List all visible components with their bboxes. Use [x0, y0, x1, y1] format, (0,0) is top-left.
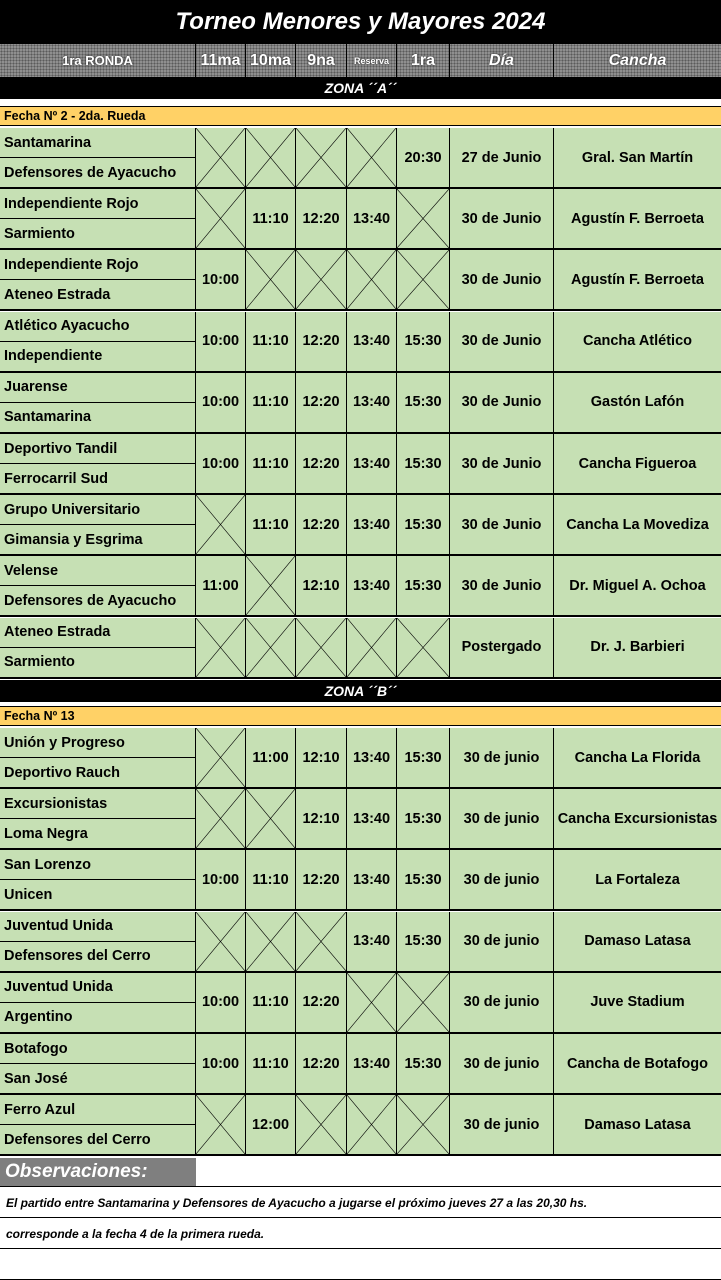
time-10ma: 11:10 [246, 495, 296, 554]
team-away: Ateneo Estrada [4, 286, 111, 303]
no-match-cross [246, 789, 296, 848]
team-home: Ateneo Estrada [0, 618, 195, 648]
match-cancha: Agustín F. Berroeta [571, 210, 704, 227]
time-1ra: 15:30 [397, 728, 450, 787]
time-10ma: 11:10 [246, 1034, 296, 1093]
time-11ma: 10:00 [196, 850, 246, 909]
time-9na: 12:20 [296, 373, 347, 432]
match-teams [0, 434, 196, 493]
match-teams [0, 912, 196, 971]
match-row [0, 373, 721, 434]
header-reserva: Reserva [347, 44, 397, 77]
match-cancha: Gastón Lafón [590, 394, 685, 411]
observaciones-line-3 [0, 1250, 721, 1280]
time-1ra: 15:30 [397, 434, 450, 493]
no-match-cross [296, 250, 347, 309]
no-match-cross [296, 618, 347, 677]
no-match-cross [196, 912, 246, 971]
time-reserva: 13:40 [347, 189, 397, 248]
team-home: Independiente Rojo [0, 250, 195, 280]
time-11ma: 10:00 [196, 434, 246, 493]
match-row [0, 850, 721, 911]
match-teams [0, 1095, 196, 1154]
team-away: Defensores del Cerro [4, 1131, 151, 1148]
header-10ma: 10ma [246, 44, 296, 77]
no-match-cross [397, 618, 450, 677]
team-home: Deportivo Tandil [0, 434, 195, 464]
time-reserva: 13:40 [347, 312, 397, 371]
no-match-cross [196, 189, 246, 248]
team-home: Ferro Azul [0, 1095, 195, 1125]
team-home: Juarense [0, 373, 195, 403]
team-away: Sarmiento [4, 654, 75, 671]
time-9na: 12:20 [296, 495, 347, 554]
match-cancha: Cancha Excursionistas [557, 810, 718, 827]
time-reserva: 13:40 [347, 912, 397, 971]
observaciones-line-1: El partido entre Santamarina y Defensores de Ayacucho a jugarse el próximo jueves 27 a las 20,30 hs. [0, 1188, 721, 1218]
match-teams [0, 495, 196, 554]
match-row [0, 434, 721, 495]
observaciones-line-2: corresponde a la fecha 4 de la primera rueda. [0, 1219, 721, 1249]
match-teams [0, 850, 196, 909]
match-dia: 30 de junio [450, 912, 554, 971]
no-match-cross [246, 250, 296, 309]
team-away: Argentino [4, 1009, 73, 1026]
match-cancha: Agustín F. Berroeta [571, 271, 704, 288]
zona-b-fecha: Fecha Nº 13 [0, 706, 721, 726]
no-match-cross [196, 495, 246, 554]
time-11ma: 11:00 [196, 556, 246, 615]
no-match-cross [397, 1095, 450, 1154]
no-match-cross [196, 728, 246, 787]
match-teams [0, 373, 196, 432]
time-9na: 12:20 [296, 850, 347, 909]
no-match-cross [246, 556, 296, 615]
match-teams [0, 728, 196, 787]
team-home: Excursionistas [0, 789, 195, 819]
time-10ma: 11:10 [246, 850, 296, 909]
zona-b-banner: ZONA ´´B´´ [0, 680, 721, 702]
team-away: Unicen [4, 886, 53, 903]
match-row [0, 912, 721, 973]
match-row [0, 728, 721, 789]
time-11ma: 10:00 [196, 373, 246, 432]
time-1ra: 15:30 [397, 789, 450, 848]
match-row [0, 1034, 721, 1095]
time-11ma: 10:00 [196, 973, 246, 1032]
time-reserva: 13:40 [347, 556, 397, 615]
match-row [0, 973, 721, 1034]
match-teams [0, 973, 196, 1032]
observaciones-header [0, 1158, 721, 1187]
match-row [0, 250, 721, 311]
match-dia: 30 de junio [450, 789, 554, 848]
match-dia: 30 de Junio [450, 373, 554, 432]
time-11ma: 10:00 [196, 1034, 246, 1093]
match-dia: 30 de Junio [450, 189, 554, 248]
time-10ma: 11:10 [246, 373, 296, 432]
no-match-cross [246, 912, 296, 971]
team-away: Sarmiento [4, 225, 75, 242]
no-match-cross [296, 1095, 347, 1154]
time-reserva: 13:40 [347, 1034, 397, 1093]
match-dia: 30 de Junio [450, 434, 554, 493]
no-match-cross [196, 618, 246, 677]
no-match-cross [347, 128, 397, 187]
page-title: Torneo Menores y Mayores 2024 [0, 0, 721, 44]
header-cancha: Cancha [608, 51, 667, 69]
match-cancha: Dr. Miguel A. Ochoa [569, 577, 706, 594]
team-away: Defensores de Ayacucho [4, 164, 177, 181]
match-row [0, 1095, 721, 1156]
time-10ma: 11:00 [246, 728, 296, 787]
header-1ra: 1ra [397, 44, 450, 77]
match-teams [0, 1034, 196, 1093]
match-cancha: Cancha La Movediza [566, 516, 709, 533]
time-10ma: 12:00 [246, 1095, 296, 1154]
time-9na: 12:20 [296, 312, 347, 371]
team-away: Ferrocarril Sud [4, 470, 108, 487]
zona-a-fecha: Fecha Nº 2 - 2da. Rueda [0, 106, 721, 126]
match-cancha: Damaso Latasa [584, 1116, 691, 1133]
match-teams [0, 128, 196, 187]
time-10ma: 11:10 [246, 189, 296, 248]
time-1ra: 15:30 [397, 912, 450, 971]
time-1ra: 15:30 [397, 1034, 450, 1093]
team-away: Defensores del Cerro [4, 948, 151, 965]
team-home: Grupo Universitario [0, 495, 195, 525]
time-9na: 12:20 [296, 189, 347, 248]
team-home: San Lorenzo [0, 850, 195, 880]
match-row [0, 189, 721, 250]
no-match-cross [347, 1095, 397, 1154]
match-dia: 30 de Junio [450, 556, 554, 615]
match-dia: 30 de junio [450, 1095, 554, 1154]
match-dia: 30 de junio [450, 973, 554, 1032]
match-dia: 30 de junio [450, 850, 554, 909]
no-match-cross [196, 128, 246, 187]
team-away: San José [4, 1070, 68, 1087]
match-row [0, 789, 721, 850]
match-teams [0, 312, 196, 371]
team-away: Independiente [4, 348, 103, 365]
match-cancha: Cancha Figueroa [578, 455, 697, 472]
header-ronda: 1ra RONDA [0, 44, 196, 77]
no-match-cross [397, 250, 450, 309]
no-match-cross [196, 1095, 246, 1154]
time-reserva: 13:40 [347, 850, 397, 909]
match-teams [0, 556, 196, 615]
no-match-cross [296, 912, 347, 971]
no-match-cross [347, 618, 397, 677]
no-match-cross [246, 128, 296, 187]
match-teams [0, 250, 196, 309]
no-match-cross [246, 618, 296, 677]
time-10ma: 11:10 [246, 973, 296, 1032]
match-dia: 30 de junio [450, 728, 554, 787]
time-1ra: 15:30 [397, 373, 450, 432]
match-dia: 30 de Junio [450, 312, 554, 371]
team-home: Unión y Progreso [0, 728, 195, 758]
team-home: Atlético Ayacucho [0, 312, 195, 342]
match-cancha: Damaso Latasa [584, 933, 691, 950]
no-match-cross [347, 973, 397, 1032]
match-row [0, 312, 721, 373]
time-1ra: 15:30 [397, 312, 450, 371]
match-row [0, 556, 721, 617]
match-cancha: Cancha Atlético [582, 333, 693, 350]
team-away: Deportivo Rauch [4, 764, 121, 781]
match-teams [0, 789, 196, 848]
column-header-row [0, 44, 721, 77]
time-9na: 12:20 [296, 973, 347, 1032]
header-11ma: 11ma [196, 44, 246, 77]
team-home: Botafogo [0, 1034, 195, 1064]
match-dia: 27 de Junio [450, 128, 554, 187]
time-9na: 12:20 [296, 434, 347, 493]
no-match-cross [296, 128, 347, 187]
match-dia: 30 de Junio [450, 250, 554, 309]
time-reserva: 13:40 [347, 728, 397, 787]
header-9na: 9na [296, 44, 347, 77]
time-11ma: 10:00 [196, 250, 246, 309]
time-reserva: 13:40 [347, 495, 397, 554]
no-match-cross [397, 973, 450, 1032]
team-away: Santamarina [4, 409, 92, 426]
time-reserva: 13:40 [347, 434, 397, 493]
time-1ra: 20:30 [397, 128, 450, 187]
time-1ra: 15:30 [397, 495, 450, 554]
no-match-cross [347, 250, 397, 309]
team-home: Santamarina [0, 128, 195, 158]
team-away: Loma Negra [4, 825, 88, 842]
match-row [0, 128, 721, 189]
time-9na: 12:20 [296, 1034, 347, 1093]
time-reserva: 13:40 [347, 373, 397, 432]
match-cancha: Cancha La Florida [574, 749, 701, 766]
observaciones-label: Observaciones: [0, 1158, 196, 1186]
time-9na: 12:10 [296, 789, 347, 848]
time-1ra: 15:30 [397, 556, 450, 615]
match-row [0, 495, 721, 556]
match-teams [0, 189, 196, 248]
no-match-cross [397, 189, 450, 248]
time-1ra: 15:30 [397, 850, 450, 909]
team-home: Velense [0, 556, 195, 586]
time-9na: 12:10 [296, 728, 347, 787]
team-home: Juventud Unida [0, 973, 195, 1003]
match-dia: 30 de junio [450, 1034, 554, 1093]
match-cancha: Gral. San Martín [581, 149, 694, 166]
team-home: Juventud Unida [0, 912, 195, 942]
header-dia: Día [450, 44, 554, 77]
time-11ma: 10:00 [196, 312, 246, 371]
match-row [0, 618, 721, 679]
time-reserva: 13:40 [347, 789, 397, 848]
team-away: Gimansia y Esgrima [4, 531, 143, 548]
no-match-cross [196, 789, 246, 848]
match-cancha: Cancha de Botafogo [567, 1055, 708, 1072]
time-9na: 12:10 [296, 556, 347, 615]
time-10ma: 11:10 [246, 312, 296, 371]
match-cancha: La Fortaleza [595, 871, 680, 888]
match-teams [0, 618, 196, 677]
team-home: Independiente Rojo [0, 189, 195, 219]
match-dia: Postergado [450, 618, 554, 677]
match-cancha: Juve Stadium [590, 994, 685, 1011]
time-10ma: 11:10 [246, 434, 296, 493]
match-dia: 30 de Junio [450, 495, 554, 554]
team-away: Defensores de Ayacucho [4, 592, 177, 609]
zona-a-banner: ZONA ´´A´´ [0, 77, 721, 99]
match-cancha: Dr. J. Barbieri [590, 639, 685, 656]
